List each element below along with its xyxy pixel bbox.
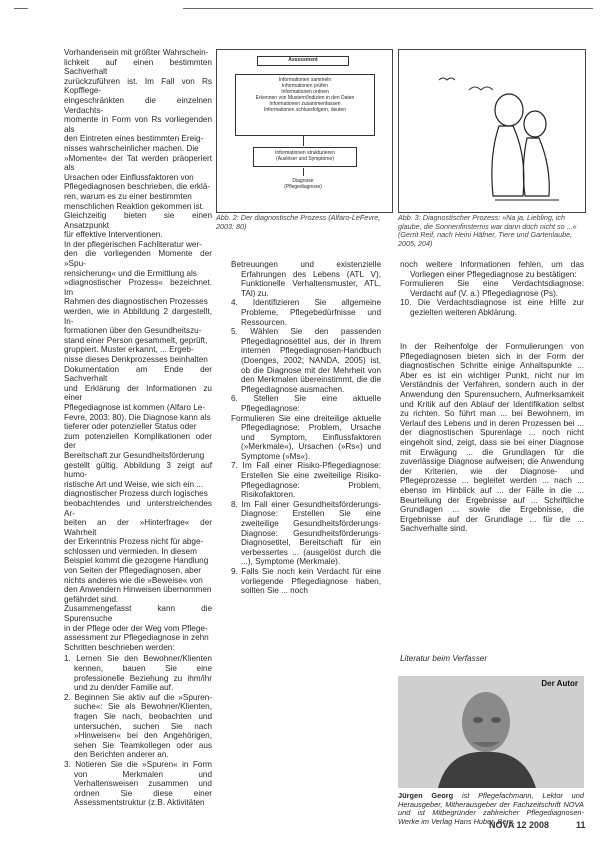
body-text-line: ristische Art und Weise, wie sich ein ...: [64, 479, 204, 489]
body-text-line: schlossen und vermieden. In diesem: [64, 546, 197, 556]
fig2-box-line: Informationen sammeln: [278, 77, 332, 83]
footer-page-number: 11: [576, 820, 586, 830]
column-1: [64, 48, 212, 808]
body-text-line: Zusammengefasst kann die Spurensuche: [64, 604, 212, 624]
body-text-line: den die vorliegenden Momente der »Spu-: [64, 249, 212, 269]
numbered-step: Betreuungen und existenzielle Erfahrungen des Lebens (ATL V), Funktionelle Verhaltensmuster, ATL, TAl) zu.: [231, 260, 381, 298]
body-text-line: und Erklärung der Informationen zu einer: [64, 383, 212, 403]
body-text-line: Dokumentation am Ende der Sachverhalt: [64, 364, 212, 384]
body-text-line: momente in Form von Rs vorliegenden als: [64, 115, 212, 134]
body-text-line: Pflegediagnose ist kommen (Alfaro Le-: [64, 402, 206, 412]
body-text-line: Pflegediagnosen beschrieben, die erklä-: [64, 182, 211, 192]
body-text-line: nisses wahrscheinlicher machen. Die: [64, 143, 199, 153]
body-paragraph: In der Reihenfolge der Formulierungen von Pflegediagnosen bieten sich in der Form der diagnostischen Schritte einige Anhaltspunkte ... Aber es ist ein wichtiger Punkt, nicht nur im Verständnis der Verfahren, sondern auch in der Anwendung den Spurensuchern, Aufmerksamkeit und Kritik auf den Ablauf der Identifikation selbst zu richten. So führt man ... bei Bewohnern, im Verlauf des Lebens und in deren Prozessen bei ... der diagnostischen Spurenlage ... noch nicht eingeholt sind, zeigt, dass sie bei einer Diagnose mit Erwägung ... die Grundlagen für die zuverlässige Diagnose aufweisen; die Anwendung der Kriterien, wie der Diagnose- und Pflegeprozesse ... begleitet werden ... nach ... ebenso im Hinblick auf ... der Fälle in die ... Beurteilung der Ergebnisse auf ... Schriftliche Grundlagen ... sowie die Ergebnisse, die Ergebnisse auf der Grundlage ... für die ... Sachverhalte sind.: [400, 342, 584, 534]
body-text-line: Beispiel kommt die gezogene Handlung: [64, 556, 209, 566]
body-text-line: »diagnostischer Prozess« bezeichnet. Im: [64, 278, 212, 297]
figure-2-caption: Abb. 2: Der diagnostische Prozess (Alfaro-LeFevre, 2003: 80): [216, 213, 381, 231]
body-text-line: für effektive Interventionen.: [64, 230, 163, 240]
fig2-diagnosis-line: Diagnose: [292, 178, 314, 184]
body-text-line: formationen über den Gesundheitszu-: [64, 326, 202, 336]
body-text-line: ren, warum es zu einer bestimmten: [64, 191, 192, 201]
figure-3-caption: Abb. 3: Diagnostischer Prozess: »Na ja, Liebling, ich glaube, die Sonnenfinsternis war dann doch nicht so ...« (Gerrit Reif, nach Heini Häfner, Tiere und Gartenlaube, 2005, 204): [398, 213, 577, 248]
body-text-line: »Momente« der Tat werden präoperiert als: [64, 153, 212, 173]
author-portrait: [398, 676, 584, 788]
numbered-step: 7. Im Fall einer Risiko-Pflegediagnose: Erstellen Sie eine zweiteilige Risiko-Pflegediagnose: Problem, Risikofaktoren.: [231, 461, 381, 500]
numbered-step: Formulieren Sie eine dreiteilige aktuelle Pflegediagnose: Problem, Ursache und Symptom, Einflussfaktoren (»Merkmale«), Ursachen (»Rs«) und Symptome (»Ms«).: [231, 413, 381, 461]
body-text-line: menschlichen Reaktion gekommen ist.: [64, 201, 205, 211]
body-text-line: werden, wie in Abbildung 2 dargestellt, In-: [64, 307, 212, 326]
column-2: [231, 260, 381, 596]
fig2-box-line: Informationen ordnen: [281, 89, 329, 95]
body-text-line: tieferer oder potenzieller Status oder: [64, 422, 197, 432]
fig2-structure-box: [253, 147, 357, 167]
fig2-box-line: Informationen strukturieren: [275, 150, 335, 156]
numbered-step: 9. Falls Sie noch kein Verdacht für eine vorliegende Pflegediagnose haben, sollten Sie ... noch: [231, 567, 381, 596]
numbered-step: 4. Identifizieren Sie allgemeine Probleme, Pflegebedürfnisse und Ressourcen.: [231, 298, 381, 327]
numbered-step: noch weitere Informationen fehlen, um das Vorliegen einer Pflegediagnose zu bestätigen:: [400, 260, 584, 279]
body-text-line: Rahmen des diagnostischen Prozesses: [64, 297, 208, 307]
fig2-box-line: Informationen prüfen: [281, 83, 329, 89]
body-text-line: gruppiert. Muster erkannt, ... Ergeb-: [64, 345, 194, 355]
numbered-step: Formulieren Sie eine Verdachtsdiagnose: Verdacht auf (V. a.) Pflegediagnose (Ps).: [400, 279, 584, 298]
cartoon-illustration: [399, 50, 585, 212]
fig2-diagnosis-label: [257, 178, 349, 190]
fig2-box-line: Informationen zusammenfassen: [269, 101, 341, 107]
body-text-line: zum potenziellen Komplikationen oder der: [64, 431, 212, 451]
body-text-line: diagnostischer Prozess durch logisches: [64, 489, 208, 499]
body-text-line: beobachtendes und unterstreichendes Ar-: [64, 498, 212, 518]
footer-journal: NOVA 12 2008: [489, 820, 550, 830]
body-text-line: rensicherung« und die Ermittlung als: [64, 268, 197, 278]
column-3-top: [400, 260, 584, 318]
numbered-step: 5. Wählen Sie den passenden Pflegediagnosetitel aus, der in Ihrem internen Pflegediagnosen-Handbuch (Doenges, 2002; NANDA, 2005) ist, ob die Diagnose mit der Mehrheit von den Merkmalen übereinstimmt, die die Pflegediagnose ausmachen.: [231, 327, 381, 394]
body-text-line: Vorhandensein mit größter Wahrschein-: [64, 48, 209, 57]
body-text-line: Ursachen oder Einflussfaktoren von: [64, 172, 194, 182]
fig2-arrow: [303, 136, 304, 146]
body-text-line: von Seiten der Pflegediagnosen, aber: [64, 566, 202, 576]
fig2-box-line: Informationen schlussfolgern, deuten: [264, 107, 346, 113]
numbered-step: 2. Beginnen Sie aktiv auf die »Spuren-suche«: Sie als Bewohner/Klienten, fragen Sie nach, beobachten und untersuchen, suchen Sie nach »Hinweisen« bei den Angehörigen, sehen Sie Teamkollegen oder aus den Berichten anderer an.: [64, 692, 212, 760]
body-text-line: beiten an der »Hinterfrage« der Wahrheit: [64, 518, 212, 537]
numbered-step: 1. Lernen Sie den Bewohner/Klienten kennen, bauen Sie eine professionelle Beziehung zu ihm/ihr und zu den/der Familie auf.: [64, 654, 212, 693]
author-name: Jürgen Georg: [398, 791, 454, 800]
body-text-line: in der Pflege oder der Weg vom Pflege-: [64, 623, 208, 633]
fig2-diagnosis-line: (Pflegediagnose): [284, 184, 322, 190]
body-text-line: eingeschränkten die einzelnen Verdachts-: [64, 95, 212, 115]
fig2-box-line: Erkennen von Mustern/Indizien in den Daten: [255, 95, 355, 101]
body-text-line: stand einer Person gesammelt, geprüft,: [64, 335, 208, 345]
body-text-line: den Eintreten eines bestimmten Ereig-: [64, 134, 204, 144]
body-text-line: nisse dieses Denkprozesses beinhalten: [64, 355, 208, 364]
body-text-line: In der pflegerischen Fachliteratur wer-: [64, 239, 202, 249]
figure-2-diagnostic-process: [216, 49, 393, 213]
fig2-box-line: (Auslöser und Symptome): [276, 156, 334, 162]
body-text-line: assessment zur Pflegediagnose in zehn: [64, 633, 209, 643]
numbered-step: 8. Im Fall einer Gesundheitsförderungs-Diagnose: Erstellen Sie eine zweiteilige Gesundheitsförderungs-Diagnose: Gesundheitsförderungs-Diagnosetitel, Bereitschaft für ein verbessertes ... (ausgelöst durch die ...), Symptome (Merkmale).: [231, 499, 381, 567]
literature-reference: Literatur beim Verfasser: [400, 654, 488, 663]
numbered-step: 10. Die Verdachtsdiagnose ist eine Hilfe zur gezielten weiteren Abklärung.: [400, 298, 584, 317]
fig2-assessment-label: Assessment: [257, 56, 349, 66]
body-text-line: gefährdet sind.: [64, 594, 119, 604]
body-text-line: Gleichzeitig bieten sie einen Ansatzpunkt: [64, 211, 212, 230]
body-text-line: Bereitschaft zur Gesundheitsförderung: [64, 450, 205, 460]
numbered-step: 6. Stellen Sie eine aktuelle Pflegediagnose:: [231, 394, 381, 413]
body-text-line: gestellt gültig. Abbildung 3 zeigt auf humo-: [64, 460, 212, 480]
author-heading: Der Autor: [541, 679, 578, 688]
body-text-line: Schritten beschrieben werden:: [64, 642, 175, 652]
body-text-line: zurückzuführen ist. Im Fall von Rs Kopfflege-: [64, 76, 212, 96]
author-photo-box: [398, 676, 584, 788]
top-rule-left: [14, 8, 28, 9]
fig2-arrow-2: [303, 168, 304, 176]
numbered-step: 3. Notieren Sie die »Spuren« in Form von Merkmalen und Verhaltensweisen zusammen und ordnen Sie diese einer Assessmentstruktur (z.B. Aktivitäten: [64, 759, 212, 808]
body-text-line: der Erkenntnis Prozess nicht für abge-: [64, 537, 204, 547]
body-text-line: den Anwendern Hinweisen übernommen: [64, 585, 212, 595]
body-text-line: nichts anderes wie die »Beweise« von: [64, 575, 203, 585]
column-3-bottom: [400, 342, 584, 534]
fig2-process-box: [235, 74, 375, 136]
body-text-line: lichkeit auf einen bestimmten Sachverhalt: [64, 57, 212, 77]
author-bio-text: ist Pflegefachmann, Lektor und Herausgeber, Mitherausgeber der Fachzeitschrift NOVA und ist Mitbegründer zahlreicher Pflegediagnosen-Werke im Verlag Hans Huber, Bern.: [398, 791, 584, 826]
body-text-line: Fevre, 2003: 80). Die Diagnose kann als: [64, 412, 211, 422]
figure-3-cartoon: [398, 49, 586, 213]
top-rule-right: [183, 8, 593, 9]
